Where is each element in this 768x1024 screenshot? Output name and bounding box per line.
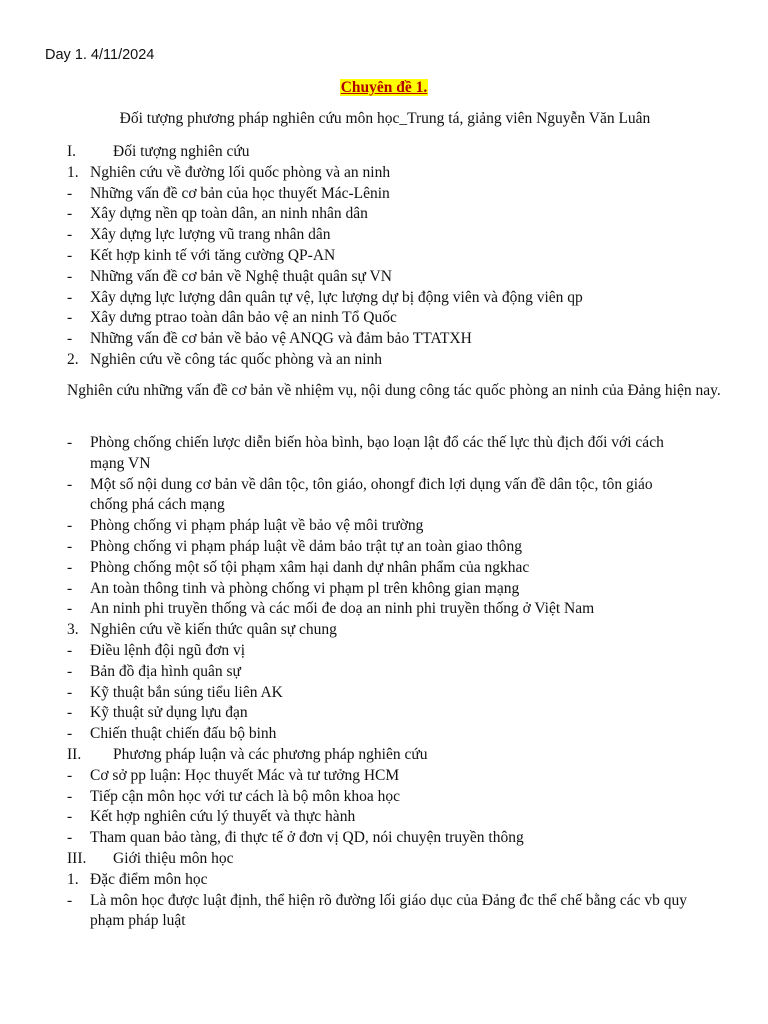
list-item-text: Bản đồ địa hình quân sự — [90, 662, 241, 680]
list-item-text: Phòng chống vi phạm pháp luật về bảo vệ môi trường — [90, 517, 424, 535]
list-item-text: Kết hợp kinh tế với tăng cường QP-AN — [90, 247, 336, 264]
list-item-text: Chiến thuật chiến đấu bộ binh — [90, 725, 277, 743]
list-marker: - — [67, 205, 73, 223]
list-marker: - — [67, 538, 73, 555]
list-item-text: Phương pháp luận và các phương pháp nghiên cứu — [113, 746, 428, 763]
list-marker: - — [67, 787, 73, 805]
list-item-text: Xây dựng nền qp toàn dân, an ninh nhân dân — [90, 205, 368, 223]
list-item-text: Phòng chống chiến lược diễn biến hòa bình, bạo loạn lật đổ các thế lực thù địch đối với cách — [90, 434, 664, 451]
list-marker: III. — [67, 850, 87, 867]
list-marker: - — [67, 829, 73, 847]
list-marker: 1. — [67, 163, 79, 181]
list-item-text: Những vấn đề cơ bản về bảo vệ ANQG và đảm bảo TTATXH — [90, 330, 472, 348]
list-marker: 2. — [67, 351, 79, 368]
document-subtitle: Đối tượng phương pháp nghiên cứu môn học_Trung tá, giảng viên Nguyễn Văn Luân — [119, 110, 651, 127]
list-item-text: Xây dưng ptrao toàn dân bảo vệ an ninh Tổ Quốc — [90, 309, 397, 327]
list-marker: - — [67, 683, 73, 701]
list-item-text: Cơ sở pp luận: Học thuyết Mác và tư tưởng HCM — [90, 766, 400, 784]
list-marker: - — [67, 558, 73, 576]
list-marker: - — [67, 704, 73, 722]
list-marker: - — [67, 725, 73, 743]
list-marker: - — [67, 184, 73, 202]
list-marker: - — [67, 579, 73, 597]
list-item-text: Những vấn đề cơ bản của học thuyết Mác-Lênin — [90, 184, 390, 202]
list-marker: - — [67, 517, 73, 535]
list-marker: - — [67, 662, 73, 680]
list-item-text: Nghiên cứu về công tác quốc phòng và an ninh — [90, 351, 383, 368]
list-item-text: Là môn học được luật định, thể hiện rõ đường lối giáo dục của Đảng đc thể chế bằng các vb quy — [90, 891, 688, 909]
list-marker: - — [67, 288, 73, 306]
list-item-text: Xây dựng lực lượng vũ trang nhân dân — [90, 226, 331, 244]
list-marker: 1. — [67, 870, 79, 888]
list-marker: II. — [67, 746, 82, 763]
list-item-text: Phòng chống một số tội phạm xâm hại danh dự nhân phẩm của ngkhac — [90, 558, 530, 576]
list-marker: - — [67, 600, 73, 618]
intro-paragraph: Nghiên cứu những vấn đề cơ bản về nhiệm vụ, nội dung công tác quốc phòng an ninh của Đảng hiện nay. — [67, 382, 721, 399]
list-marker: 3. — [67, 621, 79, 639]
list-item-text: Tiếp cận môn học với tư cách là bộ môn khoa học — [90, 787, 401, 805]
list-item-text: Kết hợp nghiên cứu lý thuyết và thực hành — [90, 808, 356, 826]
list-marker: - — [67, 475, 73, 493]
list-item-continuation-text: phạm pháp luật — [90, 912, 186, 930]
list-marker: - — [67, 309, 73, 327]
list-item-text: Giới thiệu môn học — [113, 850, 234, 867]
list-item-text: Xây dựng lực lượng dân quân tự vệ, lực lượng dự bị động viên và động viên qp — [90, 288, 583, 306]
list-marker: - — [67, 226, 73, 244]
list-item-text: Điều lệnh đội ngũ đơn vị — [90, 642, 245, 659]
list-item-text: Nghiên cứu về đường lối quốc phòng và an ninh — [90, 163, 391, 181]
list-item-text: Những vấn đề cơ bản về Nghệ thuật quân sự VN — [90, 267, 392, 285]
document-title: Chuyên đề 1. — [340, 79, 428, 96]
list-item-continuation-text: chống phá cách mạng — [90, 496, 225, 514]
list-marker: - — [67, 330, 73, 348]
list-marker: - — [67, 434, 73, 451]
list-marker: - — [67, 247, 73, 264]
title-wrap — [0, 79, 768, 97]
date-header: Day 1. 4/11/2024 — [45, 47, 155, 63]
list-marker: - — [67, 766, 73, 784]
list-item-continuation-text: mạng VN — [90, 454, 151, 472]
list-marker: - — [67, 808, 73, 826]
list-item-text: Một số nội dung cơ bản về dân tộc, tôn giáo, ohongf đich lợi dụng vấn đề dân tộc, tôn giáo — [90, 475, 653, 493]
list-marker: - — [67, 642, 73, 659]
list-item-text: Tham quan bảo tàng, đi thực tế ở đơn vị QD, nói chuyện truyền thông — [90, 829, 524, 847]
list-item-text: Đối tượng nghiên cứu — [113, 143, 250, 160]
list-marker: - — [67, 891, 73, 909]
list-item-text: Kỹ thuật sử dụng lựu đạn — [90, 704, 248, 722]
list-item-text: Nghiên cứu về kiến thức quân sự chung — [90, 621, 337, 639]
list-marker: - — [67, 267, 73, 285]
list-item-text: An ninh phi truyền thống và các mối đe doạ an ninh phi truyền thống ở Việt Nam — [90, 600, 595, 618]
list-item-text: Đặc điểm môn học — [90, 870, 208, 888]
list-item-text: An toàn thông tinh và phòng chống vi phạm pl trên không gian mạng — [90, 579, 520, 597]
list-item-text: Kỹ thuật bắn súng tiểu liên AK — [90, 683, 283, 701]
list-marker: I. — [67, 143, 77, 160]
list-item-text: Phòng chống vi phạm pháp luật về dảm bảo trật tự an toàn giao thông — [90, 538, 522, 555]
